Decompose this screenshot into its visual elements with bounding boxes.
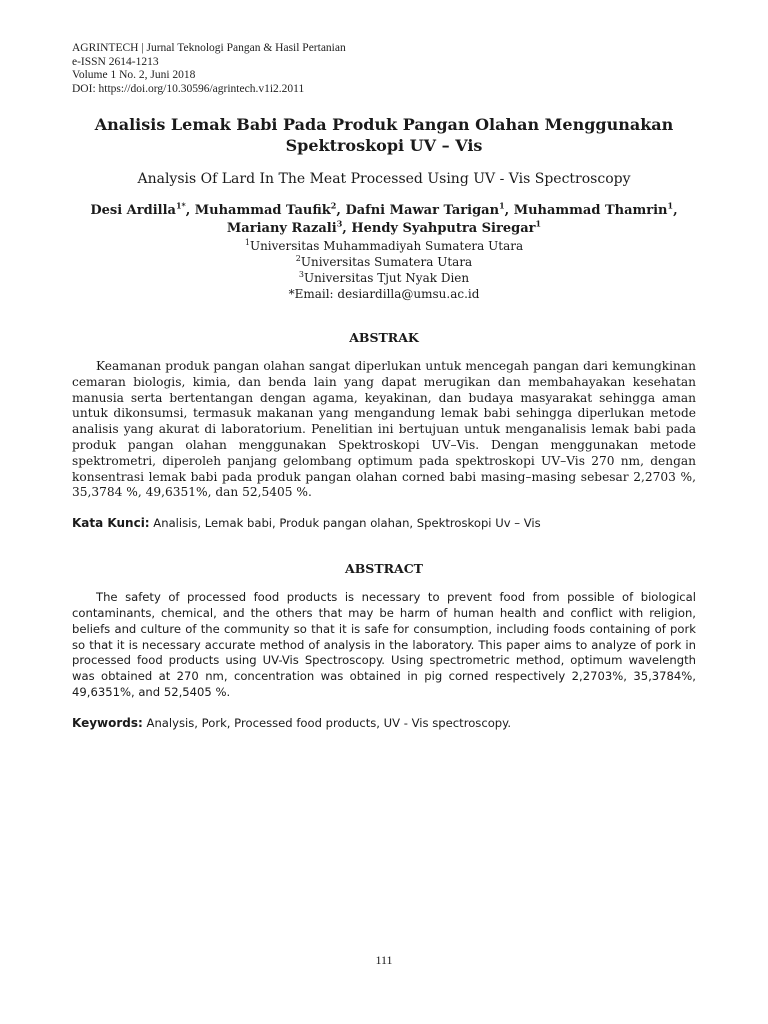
keywords-label: Keywords: [72, 715, 143, 730]
author-affiliation-marker: 1 [667, 200, 674, 211]
author-separator: , [504, 203, 514, 218]
author-name: Mariany Razali [226, 221, 337, 236]
paper-title [72, 114, 696, 156]
author-affiliation-marker: 2 [330, 200, 337, 211]
author-affiliation-marker: 1 [499, 200, 505, 211]
journal-header [72, 42, 696, 96]
page-number: 111 [375, 953, 393, 967]
author-separator: , [673, 203, 678, 218]
affiliation-name: Universitas Sumatera Utara [300, 255, 473, 269]
affiliation-marker: 1 [244, 238, 250, 247]
journal-doi: DOI: https://doi.org/10.30596/agrintech.v1i2.2011 [72, 82, 305, 95]
affiliation-marker: 2 [295, 254, 301, 263]
affiliation-item [72, 238, 696, 254]
journal-issn: e-ISSN 2614-1213 [72, 55, 159, 68]
author-name: Desi Ardilla [90, 203, 176, 218]
affiliation-item [72, 270, 696, 286]
affiliation-item [72, 254, 696, 270]
title-line-1: Analisis Lemak Babi Pada Produk Pangan Olahan Menggunakan [94, 115, 674, 134]
kata-kunci [72, 515, 696, 531]
abstract-heading: ABSTRACT [345, 561, 423, 577]
affiliation-name: Universitas Muhammadiyah Sumatera Utara [249, 239, 524, 253]
author-name: Dafni Mawar Tarigan [345, 203, 500, 218]
author-affiliation-marker: 3 [336, 218, 343, 229]
corresponding-email: *Email: desiardilla@umsu.ac.id [288, 287, 480, 301]
kata-kunci-value: Analisis, Lemak babi, Produk pangan olahan, Spektroskopi Uv – Vis [149, 516, 541, 531]
author-separator: , [342, 221, 352, 236]
author-separator: , [185, 203, 195, 218]
abstract-body: The safety of processed food products is necessary to prevent food from possible of biological contaminants, chemical, and the others that may be harm of human health and conflict with religion, beliefs and culture of the community so that it is safe for consumption, including foods containing of pork so that it is necessary accurate method of analysis in the laboratory. This paper aims to analyze of pork in processed food products using UV-Vis Spectroscopy. Using spectrometric method, optimum wavelength was obtained at 270 nm, concentration was obtained in pig corned respectively 2,2703%, 35,3784%, 49,6351%, and 52,5405 %. [72, 590, 696, 699]
paper-page [72, 42, 696, 731]
author-line-1 [72, 202, 696, 220]
affiliation-name: Universitas Tjut Nyak Dien [303, 271, 470, 285]
author-list [72, 202, 696, 238]
title-line-2: Spektroskopi UV – Vis [285, 136, 483, 155]
affiliation-marker: 3 [298, 270, 304, 279]
author-name: Muhammad Thamrin [513, 203, 668, 218]
abstrak-body: Keamanan produk pangan olahan sangat diperlukan untuk mencegah pangan dari kemungkinan cemaran biologis, kimia, dan benda lain yang dapat merugikan dan membahayakan kesehatan manusia serta bertentangan dengan agama, keyakinan, dan budaya masyarakat sehingga aman untuk dikonsumsi, termasuk makanan yang mengandung lemak babi sehingga diperlukan metode analisis yang akurat di laboratorium. Penelitian ini bertujuan untuk menganalisis lemak babi pada produk pangan olahan menggunakan Spektroskopi UV–Vis. Dengan menggunakan metode spektrometri, diperoleh panjang gelombang optimum pada spektroskopi UV–Vis 270 nm, dengan konsentrasi lemak babi pada produk pangan olahan corned babi masing–masing sebesar 2,2703 %, 35,3784 %, 49,6351%, dan 52,5405 %. [72, 359, 696, 500]
author-name: Hendy Syahputra Siregar [351, 221, 536, 236]
kata-kunci-label: Kata Kunci: [72, 516, 150, 531]
journal-name: AGRINTECH | Jurnal Teknologi Pangan & Hasil Pertanian [72, 42, 346, 54]
keywords-value: Analysis, Pork, Processed food products, UV - Vis spectroscopy. [142, 715, 512, 730]
author-separator: , [336, 203, 346, 218]
paper-subtitle: Analysis Of Lard In The Meat Processed Using UV - Vis Spectroscopy [137, 171, 631, 187]
author-affiliation-marker: 1 [535, 218, 542, 229]
journal-volume: Volume 1 No. 2, Juni 2018 [72, 69, 196, 81]
author-name: Muhammad Taufik [194, 203, 331, 218]
keywords [72, 715, 696, 731]
affiliation-list [72, 238, 696, 302]
author-affiliation-marker: 1* [175, 200, 186, 211]
author-line-2 [72, 220, 696, 238]
abstrak-heading: ABSTRAK [349, 330, 419, 345]
